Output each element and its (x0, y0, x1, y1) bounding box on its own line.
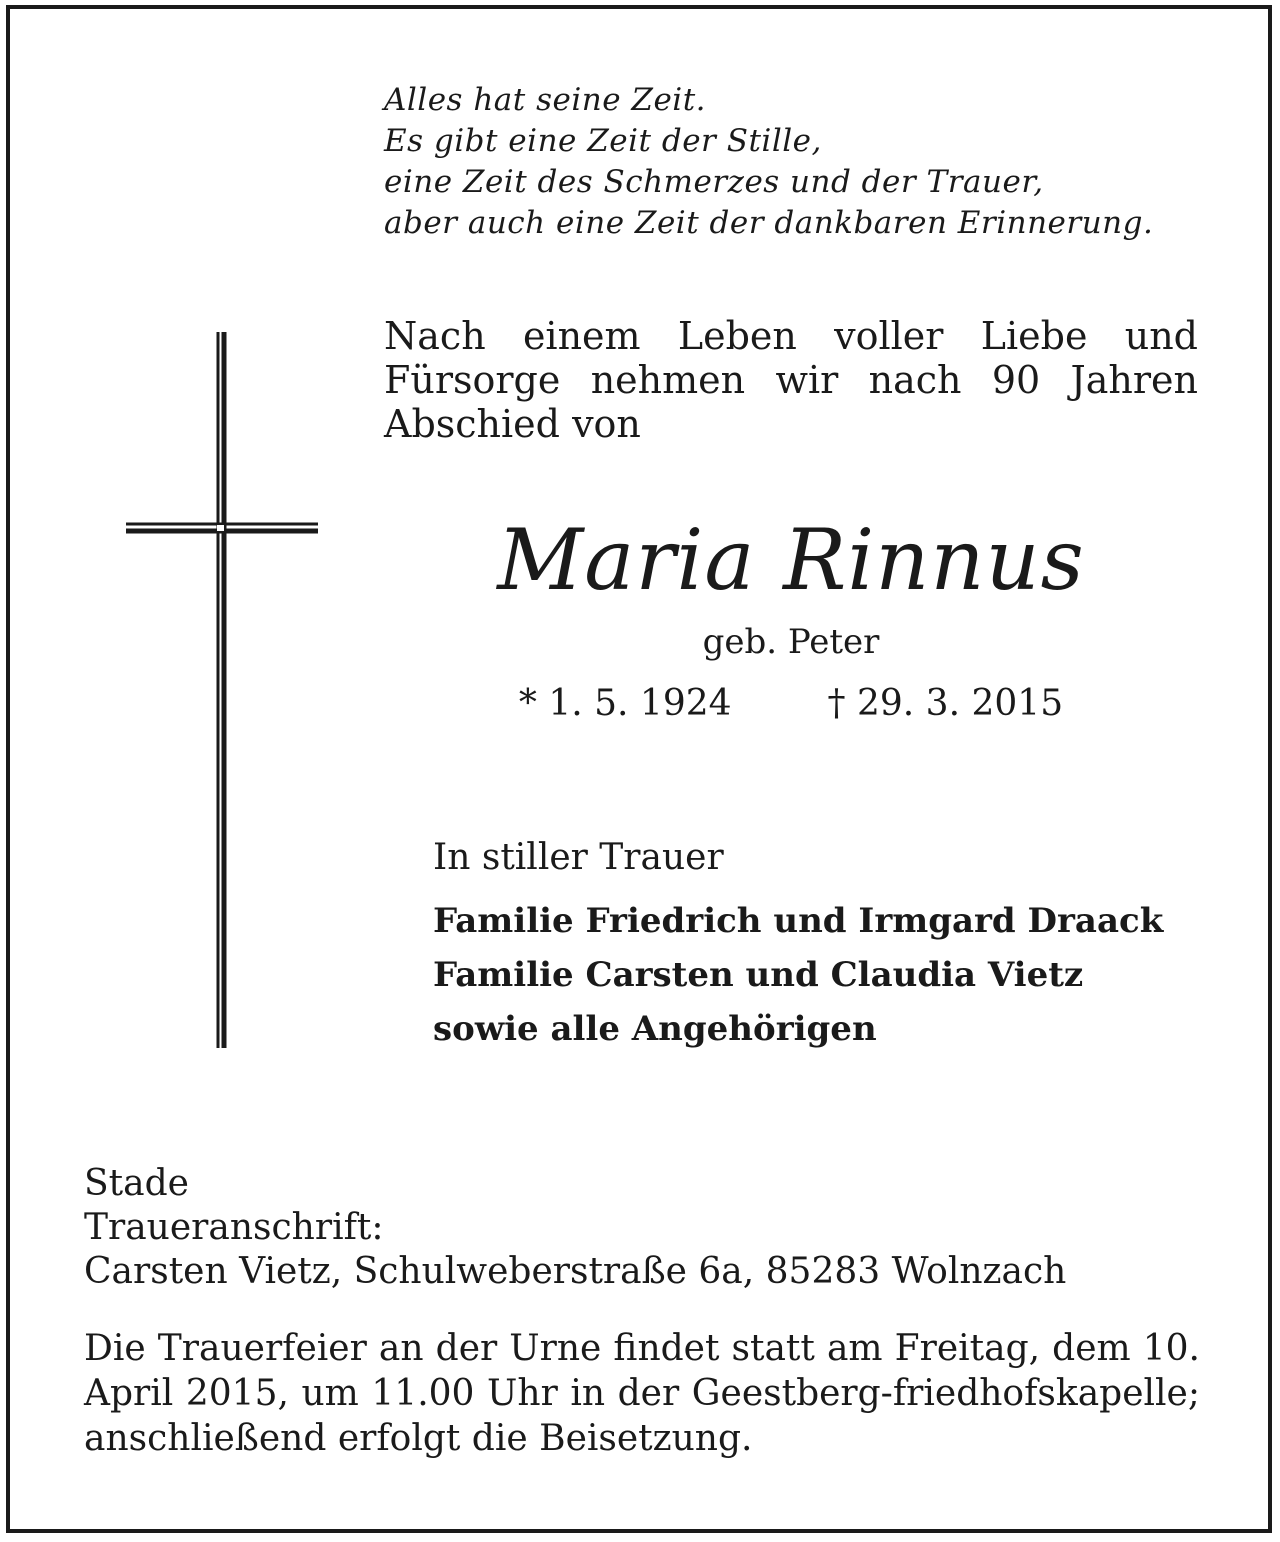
address-line: Carsten Vietz, Schulweberstraße 6a, 85283 Wolnzach (84, 1251, 1067, 1292)
mourning-heading: In stiller Trauer (433, 837, 724, 878)
mourner-name: sowie alle Angehörigen (433, 1009, 877, 1049)
maiden-name: geb. Peter (702, 622, 880, 662)
death-date: † 29. 3. 2015 (827, 683, 1064, 724)
quote-line: eine Zeit des Schmerzes und der Trauer, (384, 164, 1044, 200)
intro-text: Nach einem Leben voller Liebe und Fürsorge nehmen wir nach 90 Jahren Abschied von (384, 314, 1198, 446)
quote-line: Alles hat seine Zeit. (384, 82, 707, 118)
mourner-name: Familie Friedrich und Irmgard Draack (433, 901, 1164, 941)
birth-date: * 1. 5. 1924 (518, 683, 732, 724)
address-block (84, 1162, 1204, 1294)
mourners-list (433, 894, 1233, 1056)
life-dates (384, 682, 1198, 726)
city: Stade (84, 1163, 189, 1204)
deceased-name: Maria Rinnus (497, 511, 1085, 609)
mourner-name: Familie Carsten und Claudia Vietz (433, 955, 1084, 995)
cross-icon (124, 328, 320, 1052)
quote-block (384, 80, 1204, 244)
quote-line: Es gibt eine Zeit der Stille, (384, 123, 822, 159)
service-info: Die Trauerfeier an der Urne findet statt am Freitag, dem 10. April 2015, um 11.00 Uhr in der Geestberg-friedhofskapelle; anschließend erfolgt die Beisetzung. (84, 1328, 1200, 1459)
quote-line: aber auch eine Zeit der dankbaren Erinnerung. (384, 205, 1154, 241)
address-label: Traueranschrift: (84, 1207, 384, 1248)
